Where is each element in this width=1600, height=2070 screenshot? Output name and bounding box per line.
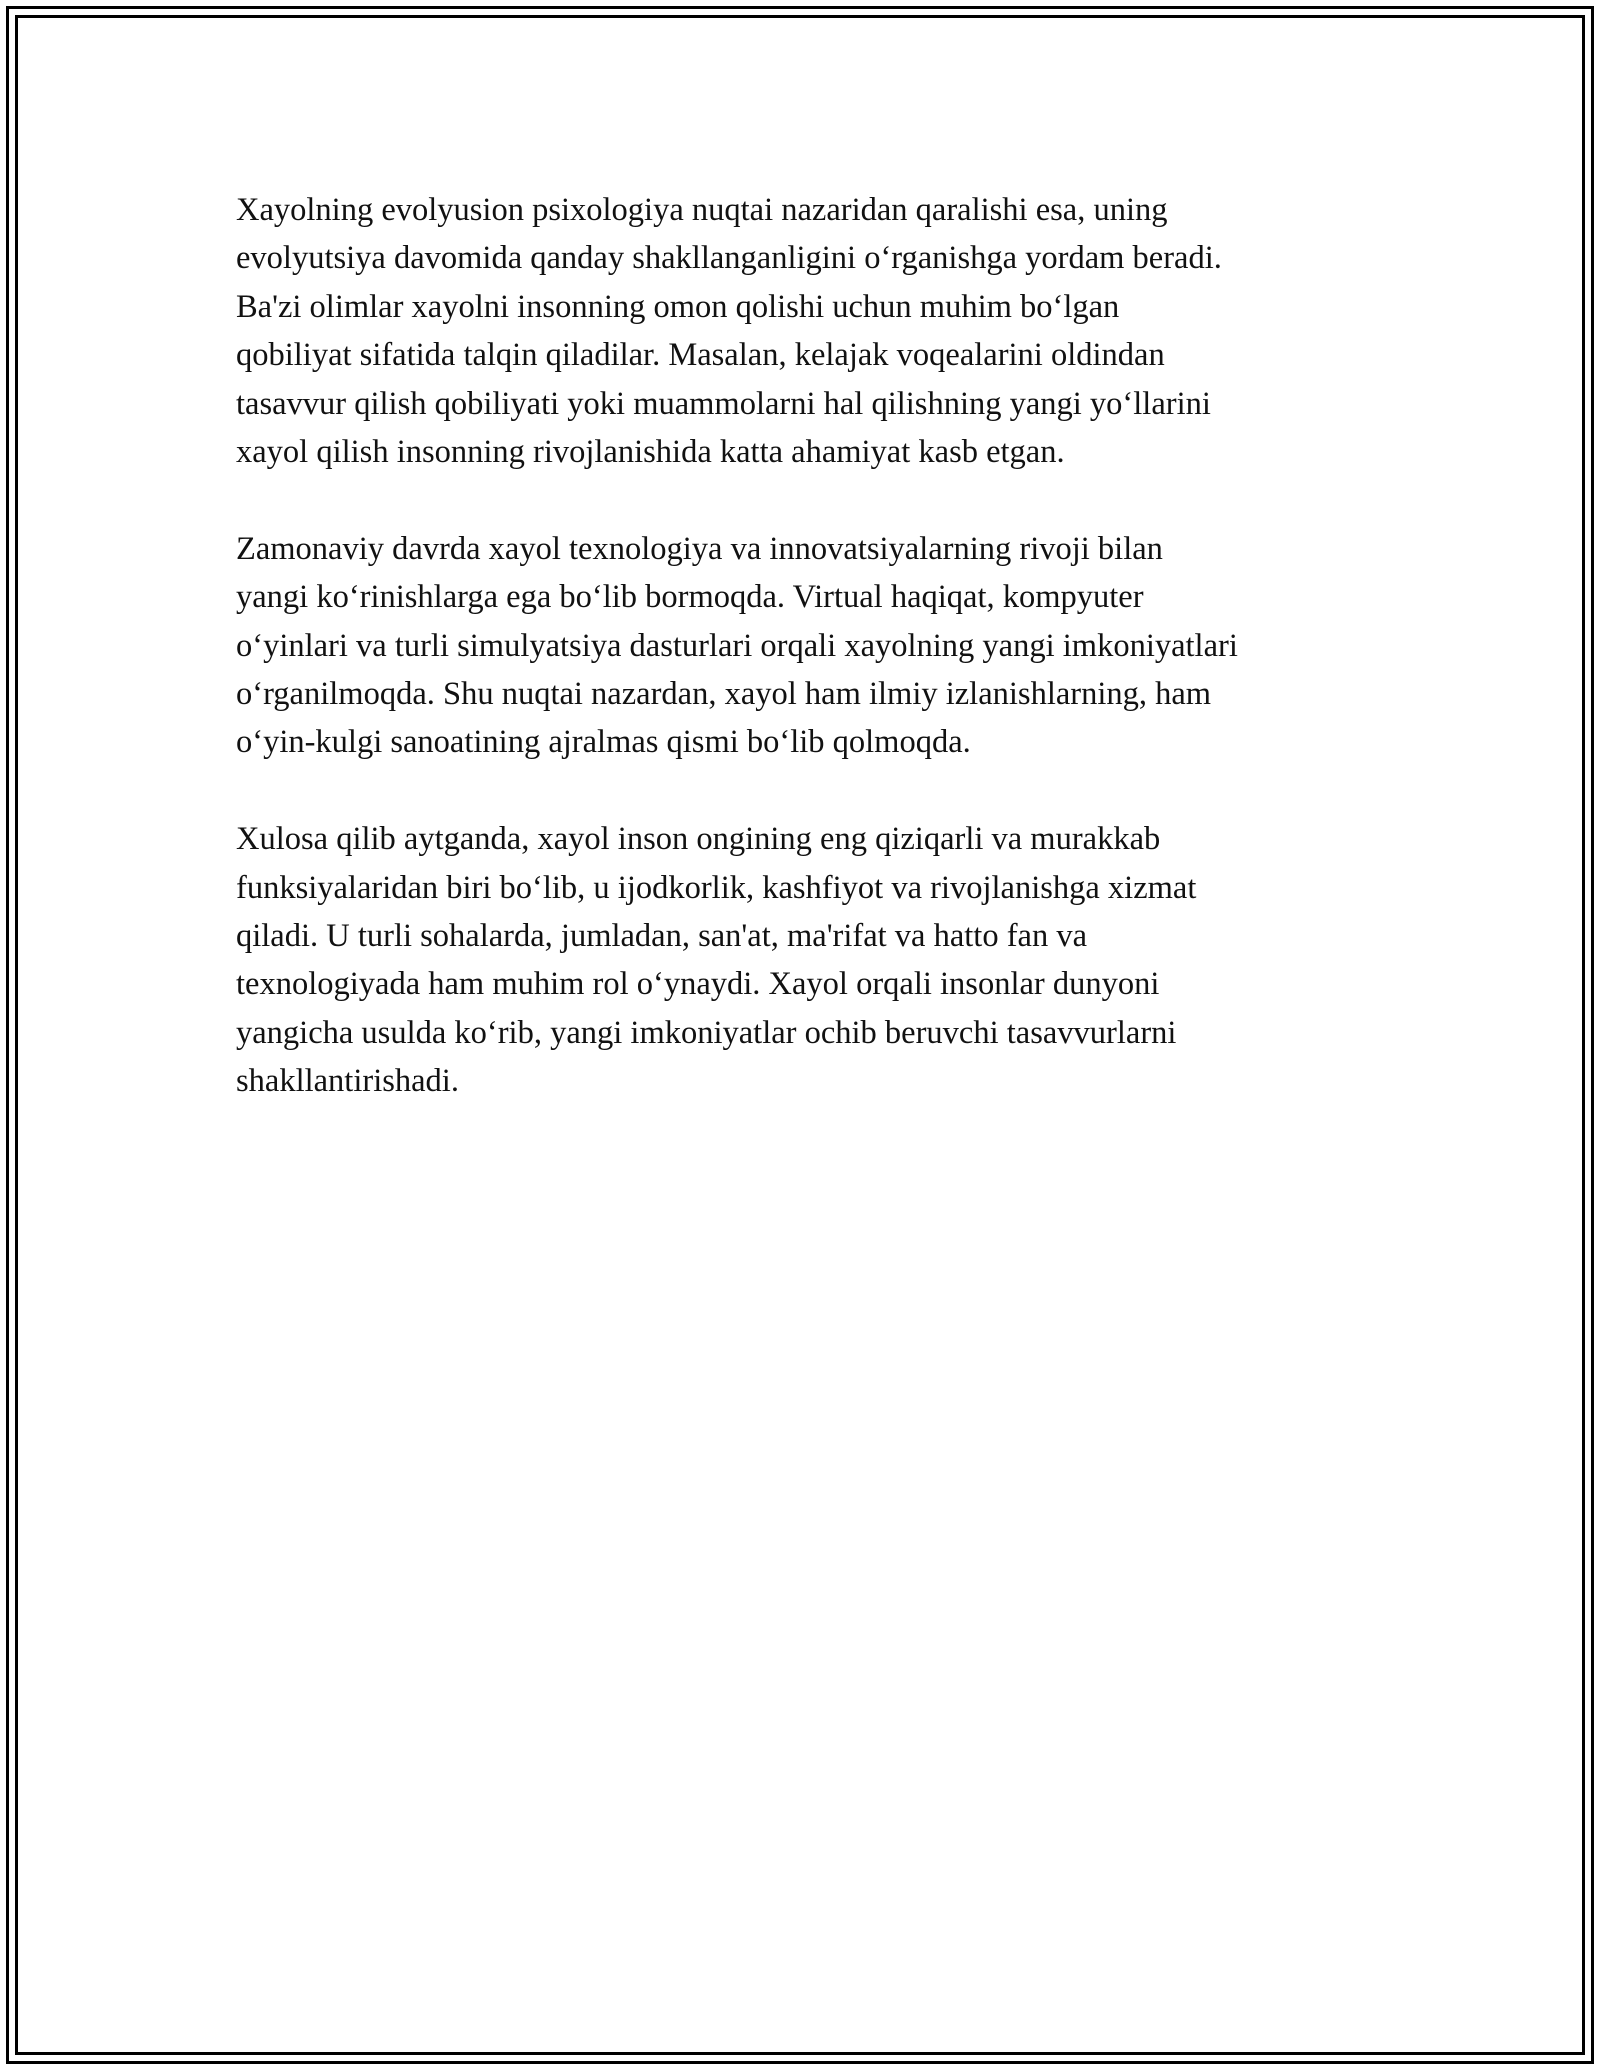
paragraph-modern-technology: Zamonaviy davrda xayol texnologiya va innovatsiyalarning rivoji bilan yangi ko‘rinishlarga ega bo‘lib bormoqda. Virtual haqiqat, kompyuter o‘yinlari va turli simulyatsiya dasturlari orqali xayolning yangi imkoniyatlari o‘rganilmoqda. Shu nuqtai nazardan, xayol ham ilmiy izlanishlarning, ham o‘yin-kulgi sanoatining ajralmas qismi bo‘lib qolmoqda. [236, 530, 1238, 761]
paragraph-evolutionary-psychology: Xayolning evolyusion psixologiya nuqtai nazaridan qaralishi esa, uning evolyutsiya davomida qanday shakllanganligini o‘rganishga yordam beradi. Ba'zi olimlar xayolni insonning omon qolishi uchun muhim bo‘lgan qobiliyat sifatida talqin qiladilar. Masalan, kelajak voqealarini oldindan tasavvur qilish qobiliyati yoki muammolarni hal qilishning yangi yo‘llarini xayol qilish insonning rivojlanishida katta ahamiyat kasb etgan. [236, 192, 1222, 471]
paragraph-conclusion: Xulosa qilib aytganda, xayol inson ongining eng qiziqarli va murakkab funksiyalaridan biri bo‘lib, u ijodkorlik, kashfiyot va rivojlanishga xizmat qiladi. U turli sohalarda, jumladan, san'at, ma'rifat va hatto fan va texnologiyada ham muhim rol o‘ynaydi. Xayol orqali insonlar dunyoni yangicha usulda ko‘rib, yangi imkoniyatlar ochib beruvchi tasavvurlarni shakllantirishadi. [236, 821, 1197, 1100]
document-body [236, 186, 1396, 1154]
